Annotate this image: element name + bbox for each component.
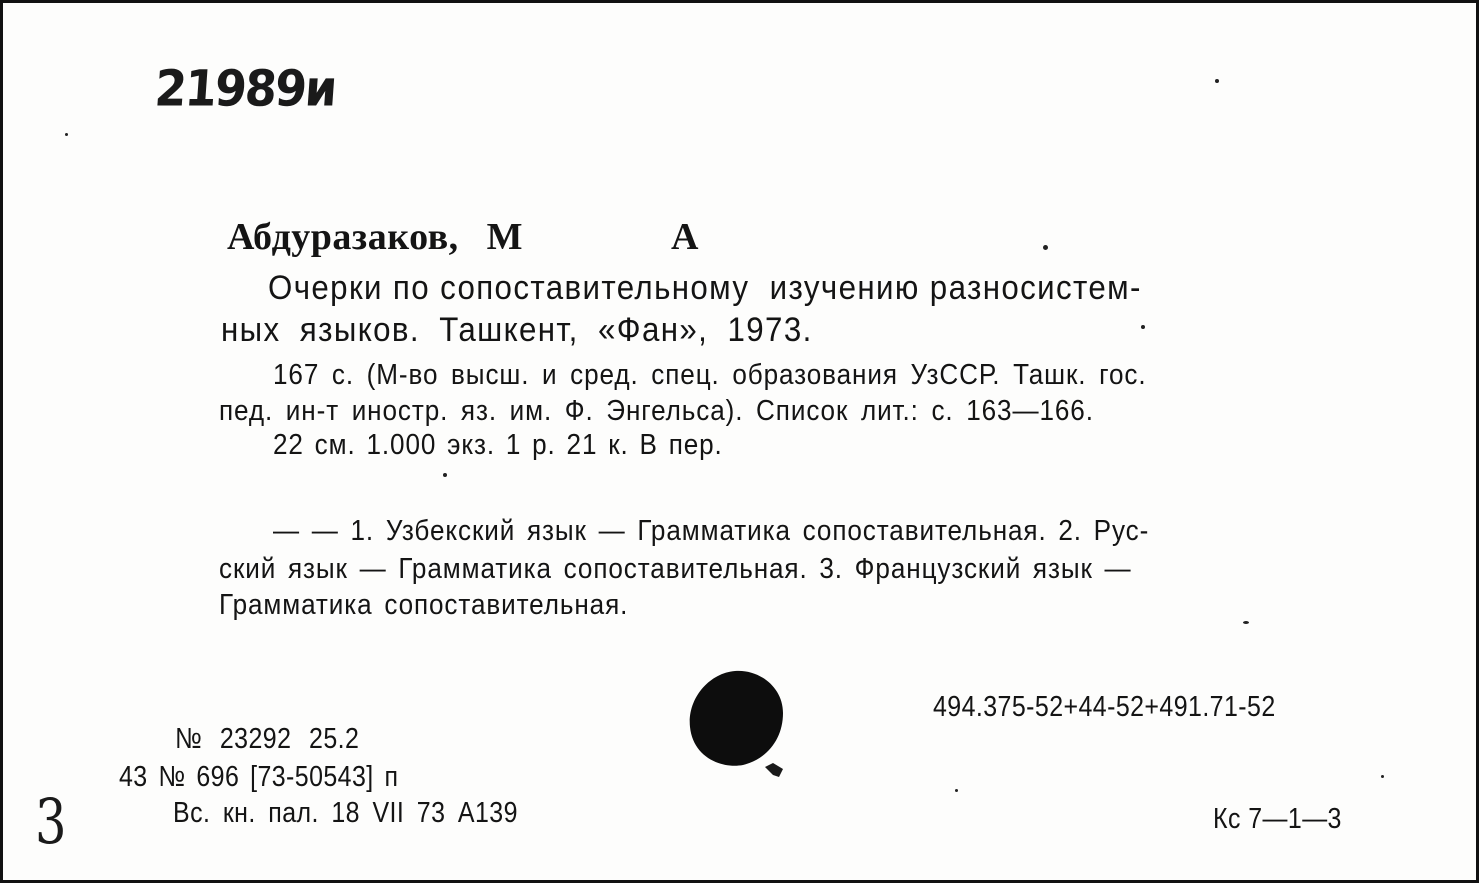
order-number: 43 № 696 [73-50543] п xyxy=(119,761,399,793)
kc-code: Кс 7—1—3 xyxy=(1213,803,1342,835)
call-number: 21989и xyxy=(152,58,338,118)
classification-number: 494.375-52+44-52+491.71-52 xyxy=(933,691,1276,723)
author-initial-first: М xyxy=(486,216,524,258)
subjects-line-1: — — 1. Узбекский язык — Грамматика сопоставительная. 2. Рус- xyxy=(273,515,1150,547)
chamber-note: Вс. кн. пал. 18 VII 73 А139 xyxy=(173,797,518,829)
record-number: № 23292 25.2 xyxy=(175,723,360,755)
title-line-2: ных языков. Ташкент, «Фан», 1973. xyxy=(221,311,813,349)
physical-description-line-1: 167 с. (М-во высш. и сред. спец. образования УзССР. Ташк. гос. xyxy=(273,359,1147,391)
author-surname: Абдуразаков, xyxy=(227,216,459,258)
handwritten-mark: 3 xyxy=(34,785,67,858)
subjects-line-2: ский язык — Грамматика сопоставительная. 3. Французский язык — xyxy=(219,553,1132,585)
title-line-1 xyxy=(268,269,1142,308)
author-initial-second: А xyxy=(671,216,699,258)
author-heading xyxy=(227,215,699,259)
physical-description-line-2: пед. ин-т иностр. яз. им. Ф. Энгельса). Список лит.: с. 163—166. xyxy=(219,395,1094,427)
subjects-line-3: Грамматика сопоставительная. xyxy=(219,589,629,621)
title-line-1-part-a: Очерки по сопоставительному xyxy=(268,269,750,307)
title-line-1-part-b: изучению разносистем- xyxy=(769,269,1142,307)
ink-blot-icon xyxy=(687,669,789,777)
physical-description-line-3: 22 см. 1.000 экз. 1 р. 21 к. В пер. xyxy=(273,429,723,461)
